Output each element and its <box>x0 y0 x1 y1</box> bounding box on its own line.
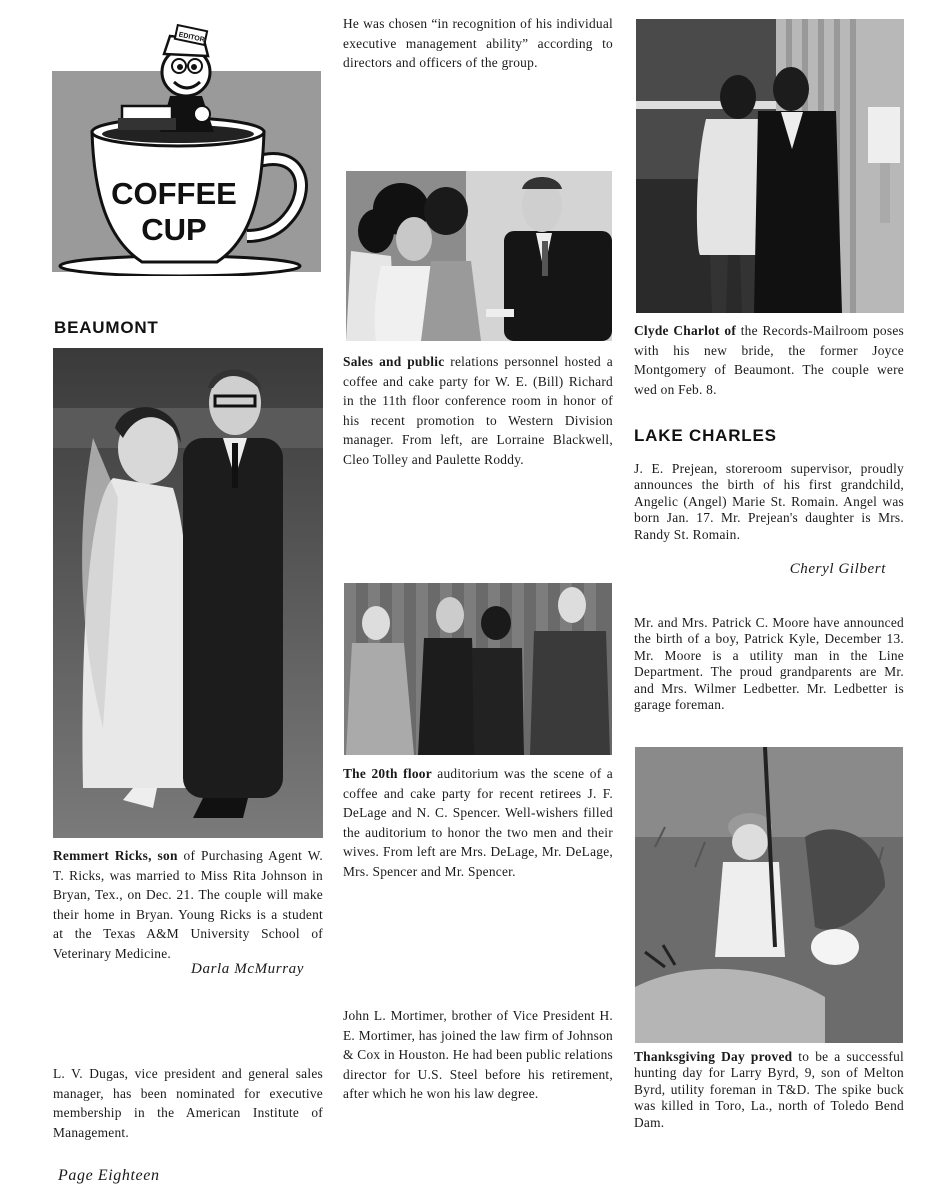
photo-retirees-party <box>344 583 612 755</box>
coffee-cup-logo <box>52 14 321 276</box>
caption-floor-lead: The 20th floor <box>343 766 432 781</box>
caption-sales-lead: Sales and public <box>343 354 445 369</box>
caption-sales-party <box>343 352 613 470</box>
caption-thanks-body: to be a successful hunting day for Larry Byrd, 9, son of Melton Byrd, utility foreman in T&D. The spike buck was killed in Toro, La., north of Toledo Bend Dam. <box>634 1049 904 1130</box>
caption-floor-body: auditorium was the scene of a coffee and cake party for recent retirees J. F. DeLage and N. C. Spencer. Well-wishers filled the auditorium to honor the two men and their wives. From left are Mrs. DeLage, Mr. DeLage, Mrs. Spencer and Mr. Spencer. <box>343 766 613 879</box>
photo-charlot-wedding <box>636 19 904 313</box>
caption-thanksgiving <box>634 1049 904 1131</box>
caption-20th-floor <box>343 764 613 882</box>
section-heading-beaumont: BEAUMONT <box>54 318 159 337</box>
paragraph-dugas: L. V. Dugas, vice president and general sales manager, has been nominated for executive membership in the American Institute of Management. <box>53 1066 323 1140</box>
caption-ricks-lead: Remmert Ricks, son <box>53 848 178 863</box>
hat-label: EDITOR <box>178 31 206 44</box>
signature-darla: Darla McMurray <box>191 961 304 977</box>
caption-charlot-body: the Records-Mailroom poses with his new bride, the former Joyce Montgomery of Beaumont. The couple were wed on Feb. 8. <box>634 323 904 397</box>
cup-title-line2: CUP <box>141 212 207 247</box>
page-number: Page Eighteen <box>58 1167 160 1184</box>
signature-cheryl: Cheryl Gilbert <box>789 561 886 577</box>
paragraph-mortimer: John L. Mortimer, brother of Vice President H. E. Mortimer, has joined the law firm of Johnson & Cox in Houston. He had been public relations director for U.S. Steel before his retirement, after which he won his law degree. <box>343 1008 613 1102</box>
paragraph-prejean: J. E. Prejean, storeroom supervisor, proudly announces the birth of his first grandchild, Angelic (Angel) Marie St. Romain. Angel was born Jan. 17. Mr. Prejean's daughter is Mrs. Randy St. Romain. <box>634 461 904 542</box>
caption-ricks-body: of Purchasing Agent W. T. Ricks, was married to Miss Rita Johnson in Bryan, Tex., on Dec. 21. The couple will make their home in Bryan. Young Ricks is a student at the Texas A&M University School of Veterinary Medicine. <box>53 848 323 961</box>
paragraph-moore: Mr. and Mrs. Patrick C. Moore have announced the birth of a boy, Patrick Kyle, December 13. Mr. Moore is a utility man in the Line Department. The proud grandparents are Mr. and Mrs. Wilmer Ledbetter. Mr. Ledbetter is garage foreman. <box>634 615 904 713</box>
section-heading-lake-charles: LAKE CHARLES <box>634 426 777 445</box>
caption-ricks <box>53 846 323 964</box>
cup-title-line1: COFFEE <box>111 176 237 211</box>
caption-sales-body: relations personnel hosted a coffee and cake party for W. E. (Bill) Richard in the 11th floor conference room in honor of his recent promotion to Western Division manager. From left, are Lorraine Blackwell, Cleo Tolley and Paulette Roddy. <box>343 354 613 467</box>
paragraph-chosen: He was chosen “in recognition of his individual executive management ability” according to directors and officers of the group. <box>343 16 613 71</box>
photo-hunting-byrd <box>635 747 903 1043</box>
photo-ricks-wedding <box>53 348 323 838</box>
photo-coffee-party-richard <box>346 171 612 341</box>
caption-charlot-lead: Clyde Charlot of <box>634 323 737 338</box>
caption-thanks-lead: Thanksgiving Day proved <box>634 1049 793 1064</box>
caption-charlot <box>634 321 904 399</box>
